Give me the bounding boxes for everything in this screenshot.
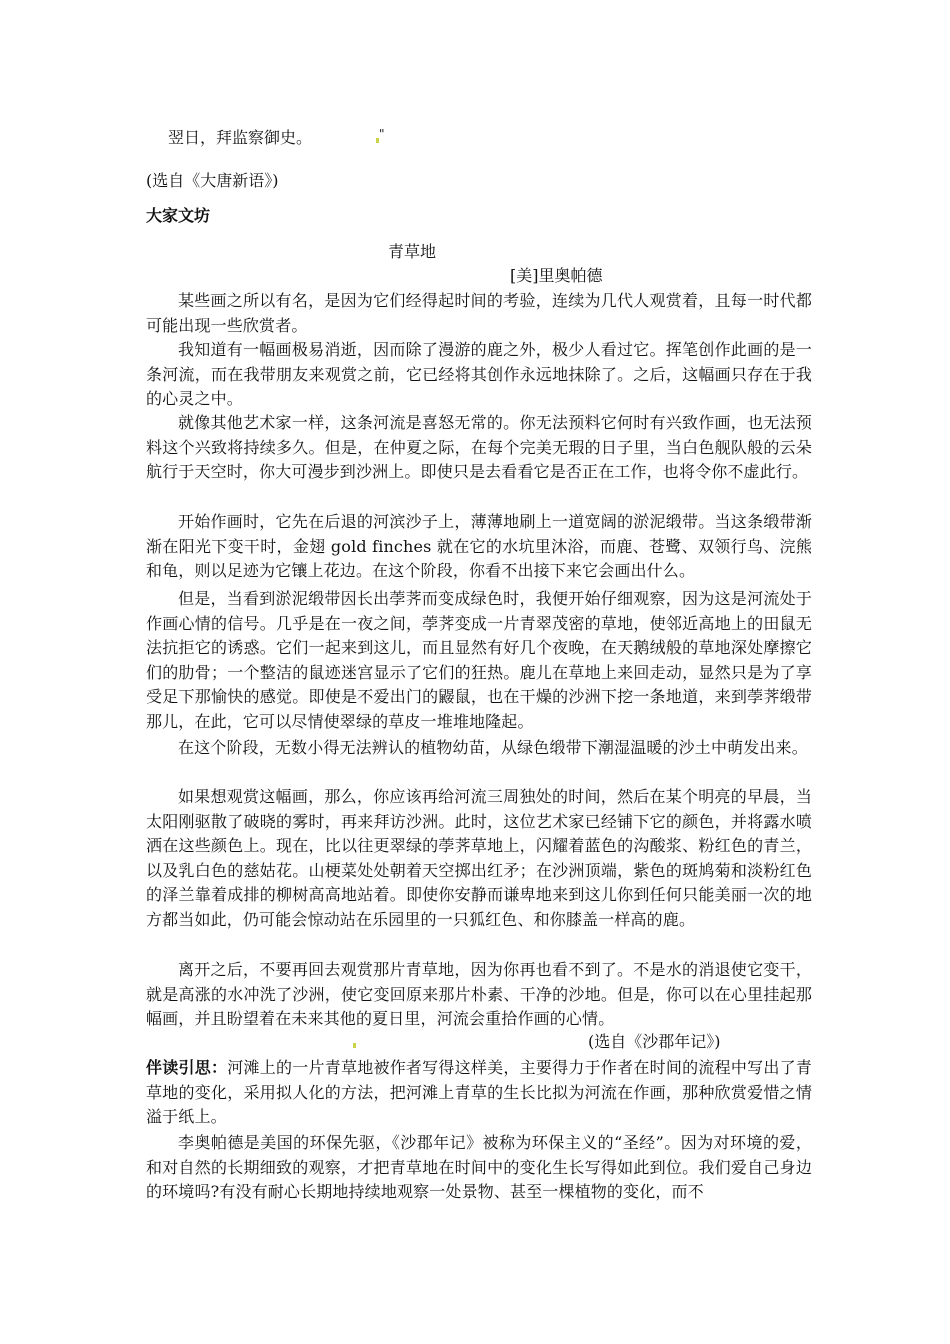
article-source: (选自《沙郡年记》) xyxy=(588,1032,721,1051)
commentary-paragraph xyxy=(146,1056,812,1130)
article-author: [美]里奥帕德 xyxy=(510,266,603,285)
commentary-label: 伴读引思： xyxy=(146,1058,228,1077)
article-paragraph-3: 就像其他艺术家一样，这条河流是喜怒无常的。你无法预料它何时有兴致作画，也无法预料这个兴致将持续多久。但是，在仲夏之际，在每个完美无瑕的日子里，当白色舰队般的云朵航行于天空时，你大可漫步到沙洲上。即使只是去看看它是否正在工作，也将令你不虚此行。 xyxy=(146,413,812,482)
article-paragraph-4: 开始作画时，它先在后退的河滨沙子上，薄薄地刷上一道宽阔的淤泥缎带。当这条缎带渐渐在阳光下变干时，金翅 gold finches 就在它的水坑里沐浴，而鹿、苍鹭、双领行鸟、浣熊和龟，则以足迹为它镶上花边。在这个阶段，你看不出接下来它会画出什么。 xyxy=(146,512,812,581)
scan-mark xyxy=(353,1043,356,1048)
prev-source: (选自《大唐新语》) xyxy=(146,171,279,190)
prev-ending-line xyxy=(168,127,832,149)
article-paragraph-6: 在这个阶段，无数小得无法辨认的植物幼苗，从绿色缎带下潮湿温暖的沙土中萌发出来。 xyxy=(178,738,808,757)
prev-quote-mark: " xyxy=(379,127,385,141)
article-title: 青草地 xyxy=(388,242,437,261)
article-paragraph-7: 如果想观赏这幅画，那么，你应该再给河流三周独处的时间，然后在某个明亮的早晨，当太阳刚驱散了破晓的雾时，再来拜访沙洲。此时，这位艺术家已经铺下它的颜色，并将露水喷洒在这些颜色上。现在，比以往更翠绿的荸荠草地上，闪耀着蓝色的沟酸浆、粉红色的青兰，以及乳白色的慈姑花。山梗菜处处朝着天空掷出红矛；在沙洲顶端，紫色的斑鸠菊和淡粉红色的泽兰靠着成排的柳树高高地站着。即使你安静而谦卑地来到这儿你到任何只能美丽一次的地方都当如此，仍可能会惊动站在乐园里的一只狐红色、和你膝盖一样高的鹿。 xyxy=(146,787,812,929)
commentary-text: 河滩上的一片青草地被作者写得这样美，主要得力于作者在时间的流程中写出了青草地的变化，采用拟人化的方法，把河滩上青草的生长比拟为河流在作画，那种欣赏爱惜之情溢于纸上。 xyxy=(146,1058,812,1127)
article-paragraph-2: 我知道有一幅画极易消逝，因而除了漫游的鹿之外，极少人看过它。挥笔创作此画的是一条河流，而在我带朋友来观赏之前，它已经将其创作永远地抹除了。之后，这幅画只存在于我的心灵之中。 xyxy=(146,340,812,409)
commentary-paragraph-2: 李奥帕德是美国的环保先驱，《沙郡年记》被称为环保主义的“圣经”。因为对环境的爱，和对自然的长期细致的观察，才把青草地在时间中的变化生长写得如此到位。我们爱自己身边的环境吗?有没有耐心长期地持续地观察一处景物、甚至一棵植物的变化，而不 xyxy=(146,1133,812,1202)
article-paragraph-5: 但是，当看到淤泥缎带因长出荸荠而变成绿色时，我便开始仔细观察，因为这是河流处于作画心情的信号。几乎是在一夜之间，荸荠变成一片青翠茂密的草地，使邻近高地上的田鼠无法抗拒它的诱惑。它们一起来到这儿，而且显然有好几个夜晚，在天鹅绒般的草地深处摩擦它们的肋骨；一个整洁的鼠迹迷宫显示了它们的狂热。鹿儿在草地上来回走动，显然只是为了享受足下那愉快的感觉。即使是不爱出门的鼹鼠，也在干燥的沙洲下挖一条地道，来到荸荠缎带那儿，在此，它可以尽情使翠绿的草皮一堆堆地隆起。 xyxy=(146,589,812,731)
section-heading: 大家文坊 xyxy=(146,206,211,225)
article-paragraph-1: 某些画之所以有名，是因为它们经得起时间的考验，连续为几代人观赏着，且每一时代都可能出现一些欣赏者。 xyxy=(146,291,812,335)
article-paragraph-8: 离开之后，不要再回去观赏那片青草地，因为你再也看不到了。不是水的消退使它变干，就是高涨的水冲洗了沙洲，使它变回原来那片朴素、干净的沙地。但是，你可以在心里挂起那幅画，并且盼望着在未来其他的夏日里，河流会重拾作画的心情。 xyxy=(146,960,812,1029)
prev-ending-text: 翌日，拜监察御史。 xyxy=(168,128,313,147)
